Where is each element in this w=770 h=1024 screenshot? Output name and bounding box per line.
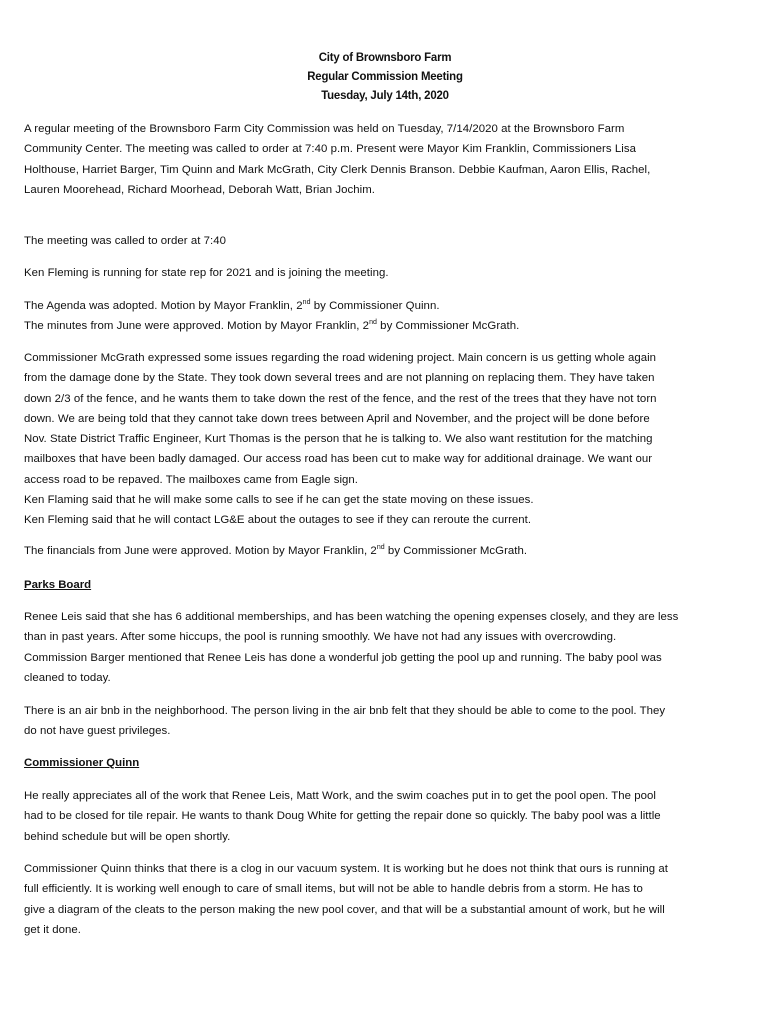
mcgrath-paragraph [24,348,746,531]
title-date: Tuesday, July 14th, 2020 [321,88,449,102]
text-line: Nov. State District Traffic Engineer, Kurt Thomas is the person that he is talking to. We also want restitution for the matching [24,433,653,446]
text-line: Ken Flaming said that he will make some calls to see if he can get the state moving on these issues. [24,494,534,507]
intro-paragraph [24,119,746,200]
airbnb-paragraph [24,701,746,742]
document-title [0,48,770,105]
text-line: down 2/3 of the fence, and he wants them to take down the rest of the fence, and the rest of the trees that they have not torn [24,392,657,405]
text-line: Ken Fleming said that he will contact LG&E about the outages to see if they can reroute the current. [24,514,532,527]
text-line: Commissioner Quinn thinks that there is a clog in our vacuum system. It is working but he does not think that ours is running at [24,863,668,875]
text-line: Holthouse, Harriet Barger, Tim Quinn and Mark McGrath, City Clerk Dennis Branson. Debbie Kaufman, Aaron Ellis, Rachel, [24,163,651,176]
quinn-paragraph-1 [24,786,746,847]
text-line: access road to be repaved. The mailboxes came from Eagle sign. [24,473,359,486]
financials-motion [24,541,746,561]
text-line: He really appreciates all of the work that Renee Leis, Matt Work, and the swim coaches put in to get the pool open. The pool [24,790,656,802]
text-line: The financials from June were approved. Motion by Mayor Franklin, 2nd by Commissioner McGrath. [24,544,528,557]
text-line: mailboxes that have been badly damaged. Our access road has been cut to make way for additional drainage. We want our [24,453,653,466]
text-line: do not have guest privileges. [24,725,171,738]
text-line: behind schedule but will be open shortly. [24,830,231,843]
text-line: A regular meeting of the Brownsboro Farm City Commission was held on Tuesday, 7/14/2020 at the Brownsboro Farm [24,123,625,135]
text-line: Ken Fleming is running for state rep for 2021 and is joining the meeting. [24,267,389,279]
text-line: Commission Barger mentioned that Renee Leis has done a wonderful job getting the pool up and running. The baby pool was [24,651,662,664]
text-line: The meeting was called to order at 7:40 [24,235,227,247]
called-to-order [24,231,746,251]
text-line: had to be closed for tile repair. He wants to thank Doug White for getting the repair done so quickly. The baby pool was a little [24,810,661,823]
text-line: give a diagram of the cleats to the person making the new pool cover, and that will be a substantial amount of work, but he will [24,903,665,916]
commissioner-quinn-heading: Commissioner Quinn [24,757,140,769]
text-line: than in past years. After some hiccups, the pool is running smoothly. We have not had any issues with overcrowding. [24,631,617,644]
minutes-motion: The minutes from June were approved. Motion by Mayor Franklin, 2nd by Commissioner McGrath. [24,319,520,333]
text-line: Community Center. The meeting was called to order at 7:40 p.m. Present were Mayor Kim Franklin, Commissioners Lisa [24,143,636,156]
text-line: Lauren Moorehead, Richard Moorhead, Deborah Watt, Brian Jochim. [24,183,375,196]
text-line: Renee Leis said that she has 6 additional memberships, and has been watching the opening expenses closely, and they are less [24,611,679,623]
text-line: full efficiently. It is working well enough to care of small items, but will not be able to handle debris from a storm. He has to [24,883,643,896]
parks-board-heading: Parks Board [24,579,92,591]
quinn-paragraph-2 [24,859,746,940]
title-meeting: Regular Commission Meeting [307,69,463,83]
text-line: Commissioner McGrath expressed some issues regarding the road widening project. Main concern is us getting whole again [24,352,657,364]
text-line: from the damage done by the State. They took down several trees and are not planning on replacing them. They have taken [24,372,655,385]
text-line: get it done. [24,923,81,936]
ken-fleming-note [24,263,746,283]
text-line: There is an air bnb in the neighborhood. The person living in the air bnb felt that they should be able to come to the pool. They [24,705,666,717]
motions-paragraph [24,296,746,337]
title-city: City of Brownsboro Farm [318,50,452,64]
agenda-motion: The Agenda was adopted. Motion by Mayor Franklin, 2nd by Commissioner Quinn. [24,299,440,312]
parks-board-paragraph [24,607,746,688]
text-line: cleaned to today. [24,671,111,684]
text-line: down. We are being told that they cannot take down trees between April and November, and the project will be done before [24,412,650,425]
